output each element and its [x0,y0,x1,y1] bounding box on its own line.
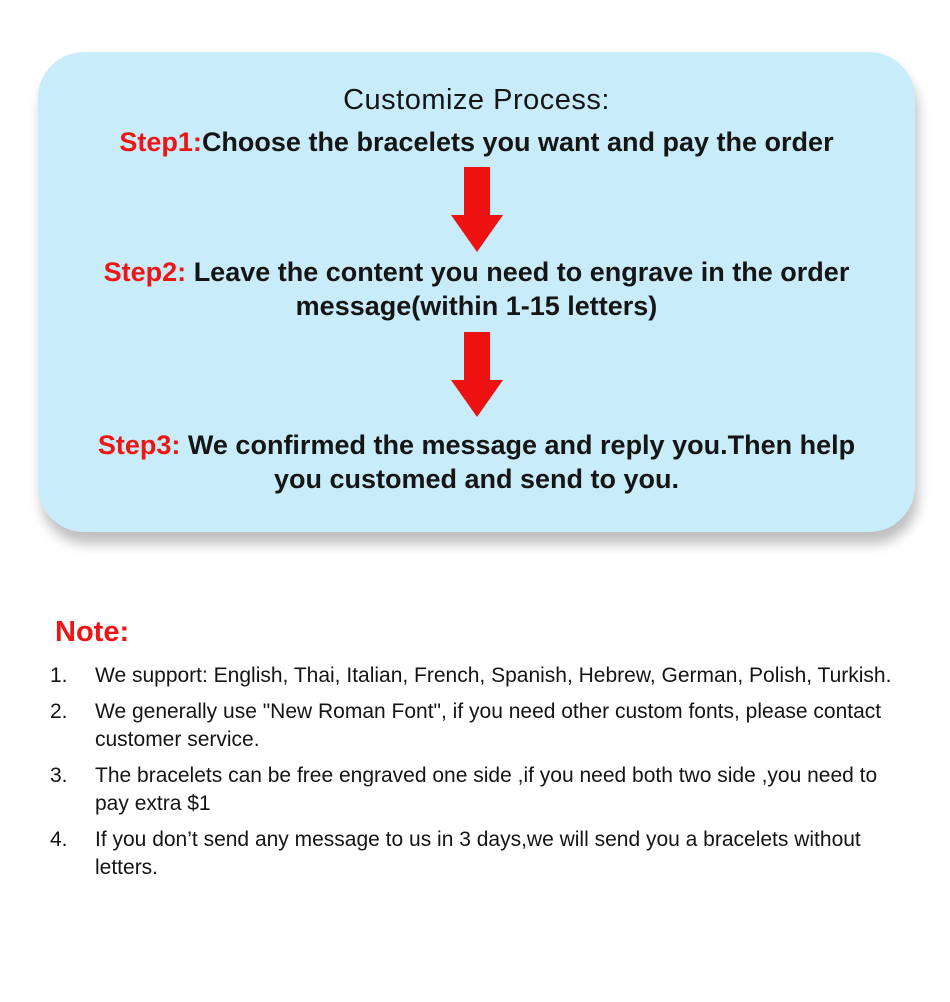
note-item-4 [50,826,910,882]
down-arrow-icon [451,167,503,252]
step-2-text-line2: message(within 1-15 letters) [295,291,658,321]
note-item-2-text: We generally use "New Roman Font", if you need other custom fonts, please contact customer service. [95,700,882,751]
note-section [50,616,910,882]
step-3-text-line2: you customed and send to you. [273,464,680,494]
step-2 [104,255,850,323]
process-title: Customize Process: [343,84,610,116]
arrow-head [451,215,503,252]
arrow-head [451,380,503,417]
note-item-1 [50,662,910,690]
note-item-1-text: We support: English, Thai, Italian, French, Spanish, Hebrew, German, Polish, Turkish. [95,664,892,687]
step-3-description: We confirmed the message and reply you.Then help [180,430,856,460]
note-item-3-number: 3. [50,764,68,787]
note-item-3-text: The bracelets can be free engraved one side ,if you need both two side ,you need to pay extra $1 [95,764,878,815]
note-item-3 [50,762,910,818]
note-item-1-number: 1. [50,664,68,687]
step-3-text [98,428,855,462]
step-1 [119,125,833,159]
step-1-text [119,125,833,159]
arrow-shaft [464,332,490,380]
customize-process-panel [38,52,915,532]
note-item-2 [50,698,910,754]
arrow-shaft [464,167,490,215]
step-3 [98,428,855,496]
step-3-label: Step3: [97,430,181,460]
step-2-text [104,255,850,289]
step-1-label: Step1: [119,127,202,157]
note-item-4-text: If you don’t send any message to us in 3 days,we will send you a bracelets without letters. [95,828,861,879]
step-2-description: Leave the content you need to engrave in the order [186,257,850,287]
note-item-2-number: 2. [50,700,68,723]
note-heading: Note: [55,616,130,648]
step-1-description: Choose the bracelets you want and pay the order [201,127,834,157]
note-item-4-number: 4. [50,828,68,851]
down-arrow-icon [451,332,503,417]
step-2-label: Step2: [103,257,187,287]
